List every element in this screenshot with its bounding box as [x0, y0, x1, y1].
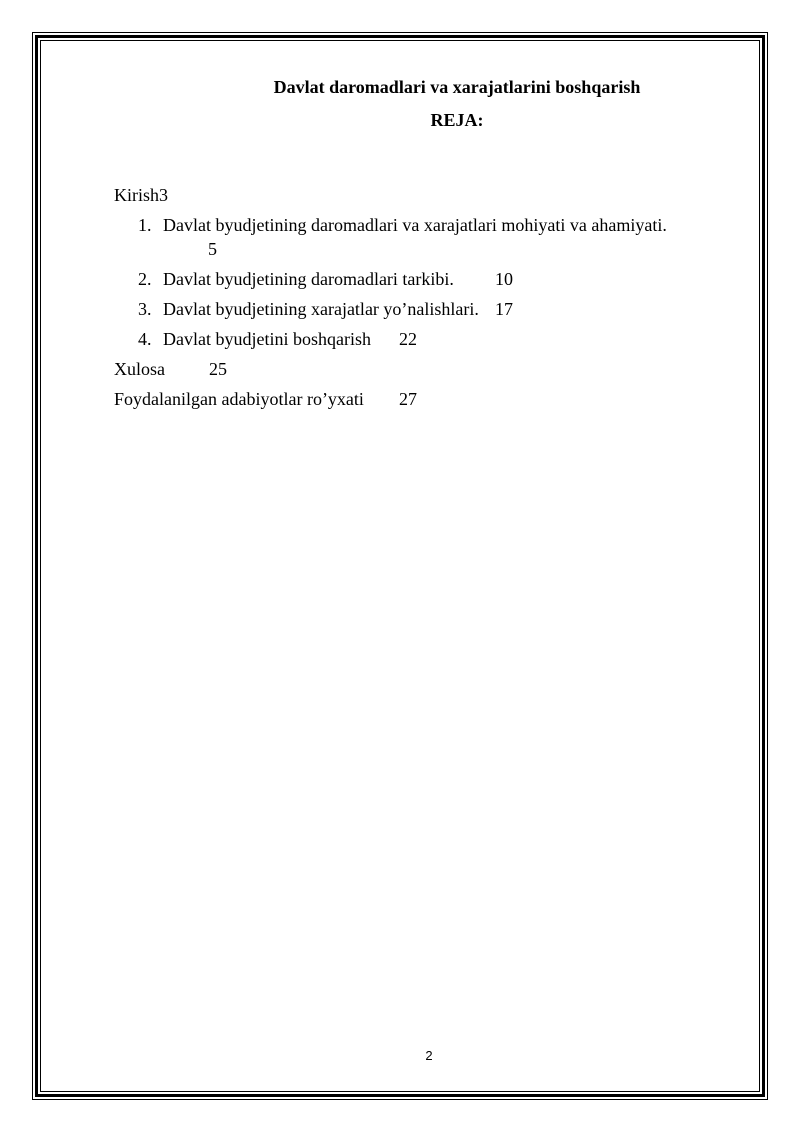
toc-item-label: Davlat byudjetining daromadlari tarkibi. — [163, 269, 454, 289]
toc-item-1 — [138, 214, 667, 236]
toc-item-number: 1. — [138, 215, 152, 235]
page-number: 2 — [425, 1048, 433, 1063]
toc-item-2-page: 10 — [495, 269, 513, 289]
toc-item-1-page: 5 — [208, 239, 217, 259]
toc-entry-label: Xulosa — [114, 359, 165, 379]
toc-item-label: Davlat byudjetining daromadlari va xarajatlari mohiyati va ahamiyati. — [163, 215, 667, 235]
toc-item-label: Davlat byudjetining xarajatlar yo’nalishlari. — [163, 299, 479, 319]
document-subtitle: REJA: — [430, 110, 484, 130]
document-title: Davlat daromadlari va xarajatlarini boshqarish — [273, 77, 641, 97]
toc-entry-references-page: 27 — [399, 389, 417, 409]
toc-item-3-page: 17 — [495, 299, 513, 319]
toc-entry-conclusion — [114, 358, 165, 380]
toc-entry-references — [114, 388, 364, 410]
toc-item-3 — [138, 298, 479, 320]
toc-entry-page: 3 — [159, 185, 168, 205]
toc-entry-label: Foydalanilgan adabiyotlar ro’yxati — [114, 389, 364, 409]
toc-item-4 — [138, 328, 371, 350]
toc-entry-conclusion-page: 25 — [209, 359, 227, 379]
toc-item-label: Davlat byudjetini boshqarish — [163, 329, 371, 349]
toc-item-4-page: 22 — [399, 329, 417, 349]
toc-item-number: 2. — [138, 269, 152, 289]
toc-item-number: 4. — [138, 329, 152, 349]
toc-item-number: 3. — [138, 299, 152, 319]
toc-entry-intro — [114, 184, 168, 206]
toc-item-2 — [138, 268, 454, 290]
toc-entry-label: Kirish — [114, 185, 159, 205]
